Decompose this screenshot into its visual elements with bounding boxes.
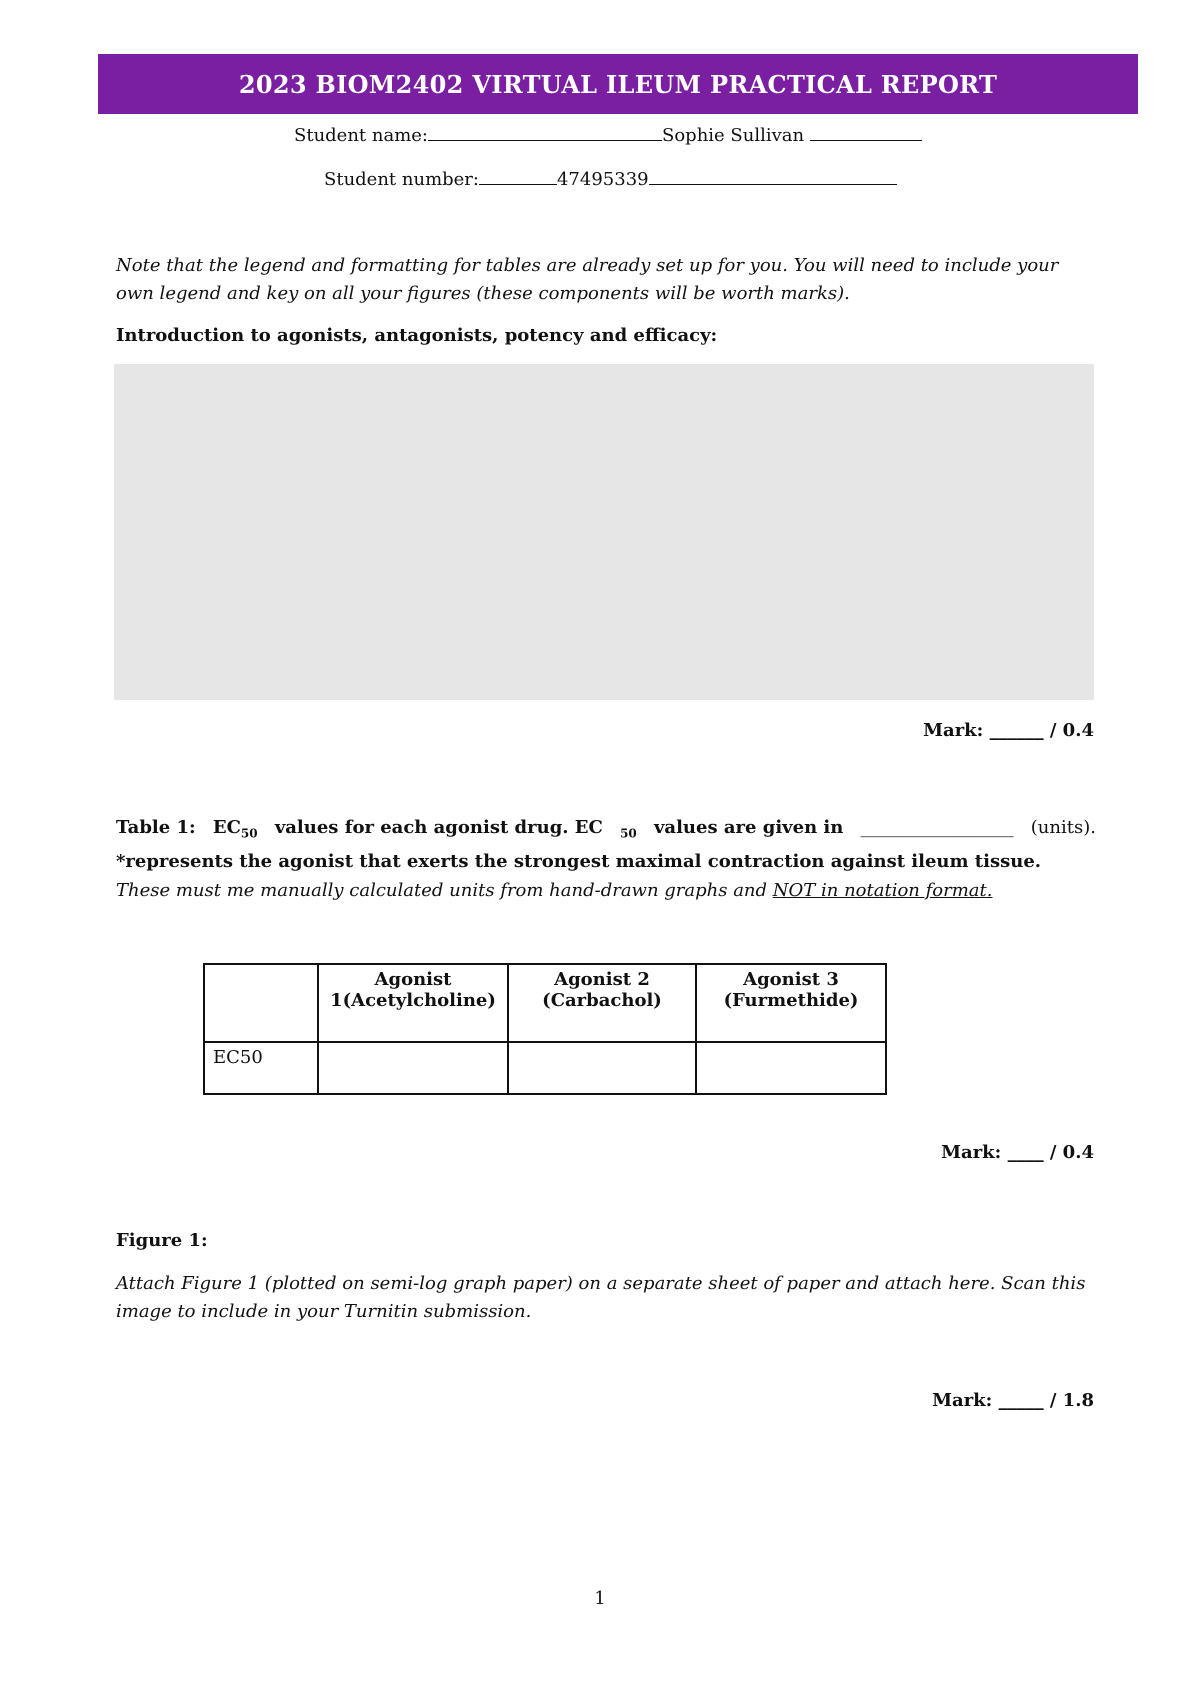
caption-subscript: 50 xyxy=(620,826,637,841)
student-number-label: Student number: xyxy=(324,169,479,190)
student-number-value[interactable]: 47495339 xyxy=(556,169,649,190)
units-blank[interactable]: _________________ xyxy=(860,817,1014,838)
table-row xyxy=(204,1042,886,1094)
table-cell[interactable] xyxy=(318,1042,508,1094)
table1-note xyxy=(116,880,992,901)
table-header-cell xyxy=(204,964,318,1042)
caption-text: values for each agonist drug. EC xyxy=(274,817,603,838)
table-row-label: EC50 xyxy=(204,1042,318,1094)
intro-answer-box[interactable] xyxy=(114,364,1094,700)
units-label: (units). xyxy=(1030,817,1096,838)
caption-subscript: 50 xyxy=(240,826,258,841)
underline xyxy=(810,122,922,141)
report-title: 2023 BIOM2402 VIRTUAL ILEUM PRACTICAL REPORT xyxy=(98,54,1138,114)
intro-heading: Introduction to agonists, antagonists, potency and efficacy: xyxy=(116,325,718,346)
table1-caption xyxy=(116,814,1096,876)
student-number-line xyxy=(324,166,897,190)
student-name-line xyxy=(294,122,922,146)
table-header-row xyxy=(204,964,886,1042)
table-note-text: These must me manually calculated units from hand-drawn graphs and xyxy=(116,880,773,901)
underline xyxy=(649,166,897,185)
figure1-mark: Mark: _____ / 1.8 xyxy=(932,1390,1094,1411)
ec50-table xyxy=(203,963,887,1095)
instructions-note: Note that the legend and formatting for tables are already set up for you. You will need to include your own legend and key on all your figures (these components will be worth marks). xyxy=(116,255,1059,304)
student-name-label: Student name: xyxy=(294,125,428,146)
table-header-cell: Agonist 1(Acetylcholine) xyxy=(318,964,508,1042)
caption-line-2: *represents the agonist that exerts the strongest maximal contraction against ileum tissue. xyxy=(116,850,1042,872)
table-header-cell: Agonist 3 (Furmethide) xyxy=(696,964,886,1042)
table-cell[interactable] xyxy=(508,1042,696,1094)
table-note-underlined: NOT in notation format. xyxy=(772,880,993,901)
intro-mark: Mark: ______ / 0.4 xyxy=(923,720,1094,741)
caption-text-2: values are given in xyxy=(653,817,844,838)
underline xyxy=(479,166,557,185)
figure1-heading: Figure 1: xyxy=(116,1230,208,1251)
student-name-value[interactable]: Sophie Sullivan xyxy=(662,125,805,146)
figure1-instructions: Attach Figure 1 (plotted on semi-log graph paper) on a separate sheet of paper and attach here. Scan this image to include in your Turnitin submission. xyxy=(116,1273,1086,1322)
table-header-cell: Agonist 2 (Carbachol) xyxy=(508,964,696,1042)
table1-mark: Mark: ____ / 0.4 xyxy=(941,1142,1094,1163)
page-number: 1 xyxy=(594,1588,606,1609)
caption-label: Table 1: xyxy=(116,817,196,838)
underline xyxy=(428,122,662,141)
caption-ec: EC xyxy=(212,817,241,838)
table-cell[interactable] xyxy=(696,1042,886,1094)
